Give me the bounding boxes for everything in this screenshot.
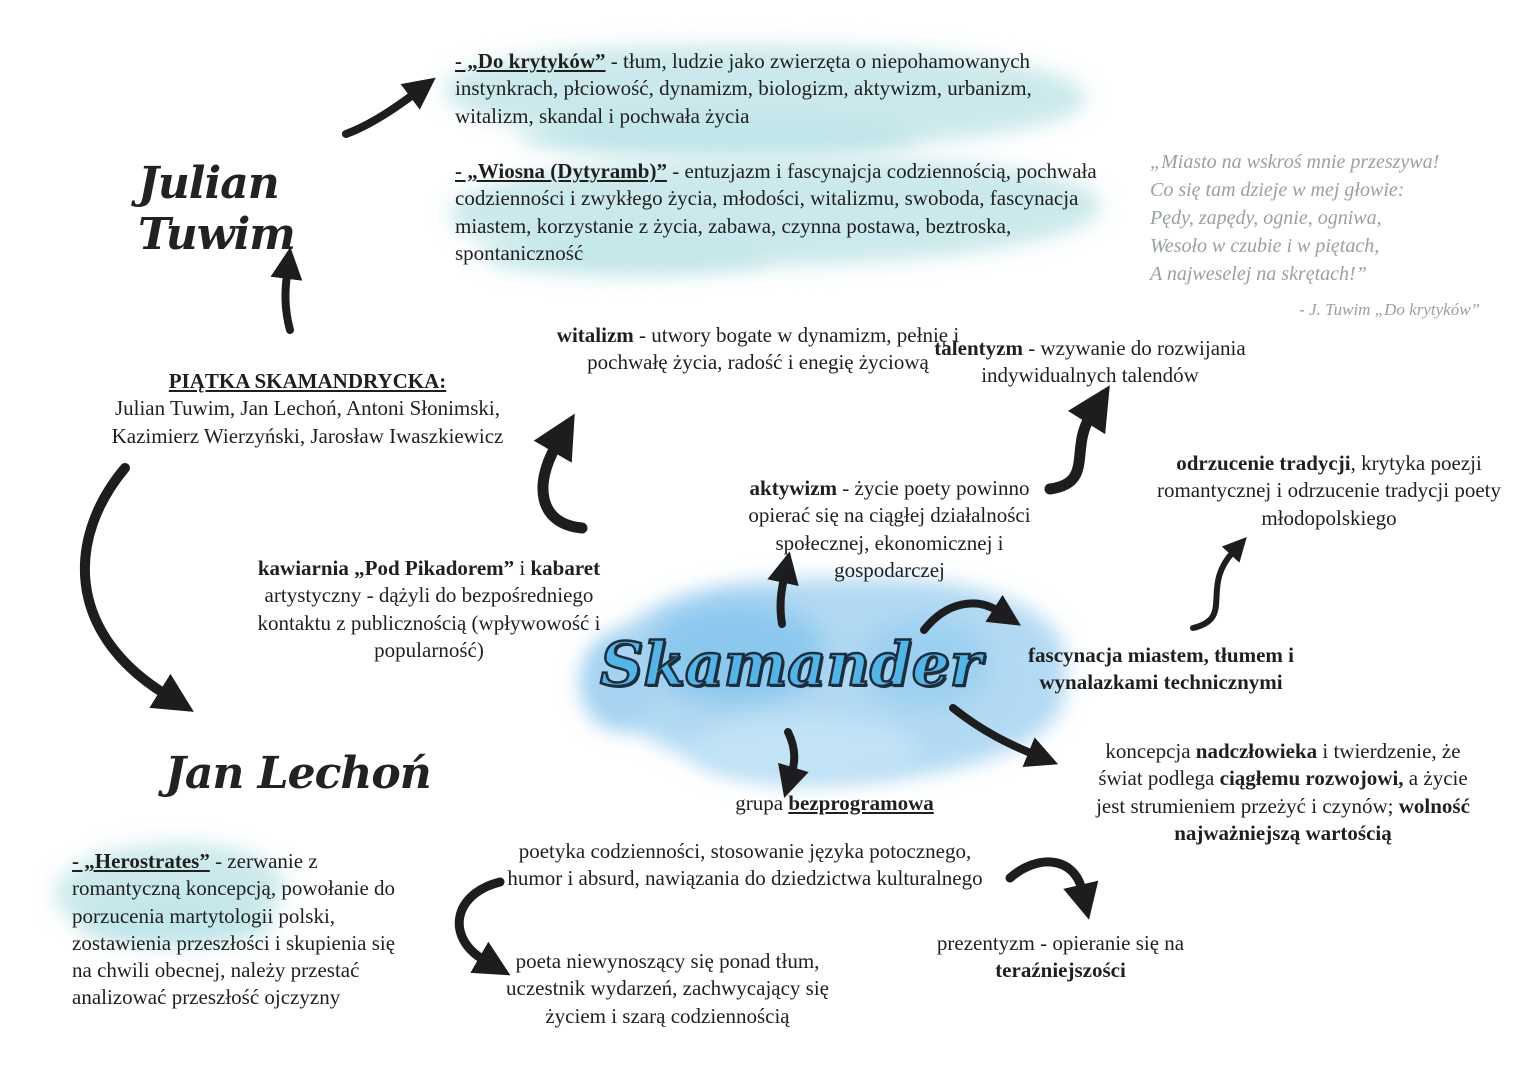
note-do-krytykow: - „Do krytyków” - tłum, ludzie jako zwierzęta o niepohamowanych instynkrach, płciowość, dynamizm, biologizm, aktywizm, urbanizm, witalizm, skandal i pochwała życia (455, 49, 1032, 128)
note-herostrates: - „Herostrates” - zerwanie z romantyczną koncepcją, powołanie do porzucenia martytologii polski, zostawienia przeszłości i skupienia się na chwili obecnej, należy przestać analizować przeszłość ojczyzny (72, 849, 396, 1010)
arrow-kawiarnia-to-witalizm (520, 432, 590, 537)
note-kawiarnia-pod-pikadorem: kawiarnia „Pod Pikadorem” i kabaret artystyczny - dążyli do bezpośredniego kontaktu z publicznością (wpływowość i popularność) (257, 556, 601, 662)
arrow-skamander-to-koncepcja (945, 700, 1050, 765)
quote-line: Pędy, zapędy, ognie, ogniwa, (1150, 207, 1382, 229)
arrow-skamander-to-grupa (772, 726, 817, 784)
heading-skamander: Skamander (600, 630, 982, 700)
note-witalizm: witalizm - utwory bogate w dynamizm, pełnię i pochwałę życia, radość i enegię życiową (556, 323, 960, 375)
quote-line: A najweselej na skrętach!” (1150, 263, 1367, 285)
note-aktywizm: aktywizm - życie poety powinno opierać się na ciągłej działalności społecznej, ekonomicznej i gospodarczej (748, 476, 1031, 582)
quote-line: Wesoło w czubie i w piętach, (1150, 235, 1380, 257)
arrow-piatka-to-lechon (75, 462, 195, 717)
quote-miasto (1150, 148, 1485, 288)
note-wiosna-dytyramb: - „Wiosna (Dytyramb)” - entuzjazm i fascynajcja codziennością, pochwała codzienności i zwykłego życia, młodości, witalizmu, swoboda, fascynacja miastem, korzystanie z życia, zabawa, czynna postawa, beztroska, spontaniczność (455, 159, 1097, 265)
quote-line: Co się tam dzieje w mej głowie: (1150, 179, 1405, 201)
piatka-title: PIĄTKA SKAMANDRYCKA: (168, 369, 447, 393)
note-poeta-niewynoszacy: poeta niewynoszący się ponad tłum, uczestnik wydarzeń, zachwycający się życiem i szarą codziennością (506, 949, 829, 1028)
note-piatka-skamandrycka (95, 368, 520, 450)
arrow-piatka-to-tuwim (262, 262, 312, 337)
arrow-fascynacja-to-odrzucenie (1185, 540, 1255, 635)
heading-julian-tuwim: Julian Tuwim (138, 158, 295, 260)
arrow-tuwim-to-dokrytykow (340, 80, 435, 140)
heading-jan-lechon: Jan Lechoń (165, 748, 431, 799)
note-talentyzm: talentyzm - wzywanie do rozwijania indywidualnych talendów (934, 336, 1246, 388)
note-fascynacja-miastem: fascynacja miastem, tłumem i wynalazkami technicznymi (1028, 643, 1294, 695)
quote-attribution: - J. Tuwim „Do krytyków” (1299, 300, 1480, 319)
note-koncepcja-nadczlowieka: koncepcja nadczłowieka i twierdzenie, że świat podlega ciągłemu rozwojowi, a życie jest strumieniem przeżyć i czynów; wolność najważniejszą wartością (1096, 739, 1470, 845)
note-prezentyzm: prezentyzm - opieranie się na teraźniejszości (936, 931, 1185, 983)
note-poetyka-codziennosci: poetyka codzienności, stosowanie języka potocznego, humor i absurd, nawiązania do dziedzictwa kulturalnego (507, 839, 983, 891)
quote-line: „Miasto na wskroś mnie przeszywa! (1150, 151, 1440, 173)
arrow-poetyka-to-prezentyzm (1002, 850, 1097, 912)
note-odrzucenie-tradycji: odrzucenie tradycji, krytyka poezji romantycznej i odrzucenie tradycji poety młodopolskiego (1156, 451, 1502, 530)
note-grupa-bezprogramowa: grupa bezprogramowa (735, 791, 934, 815)
piatka-names: Julian Tuwim, Jan Lechoń, Antoni Słonimski, Kazimierz Wierzyński, Jarosław Iwaszkiewicz (111, 396, 504, 448)
